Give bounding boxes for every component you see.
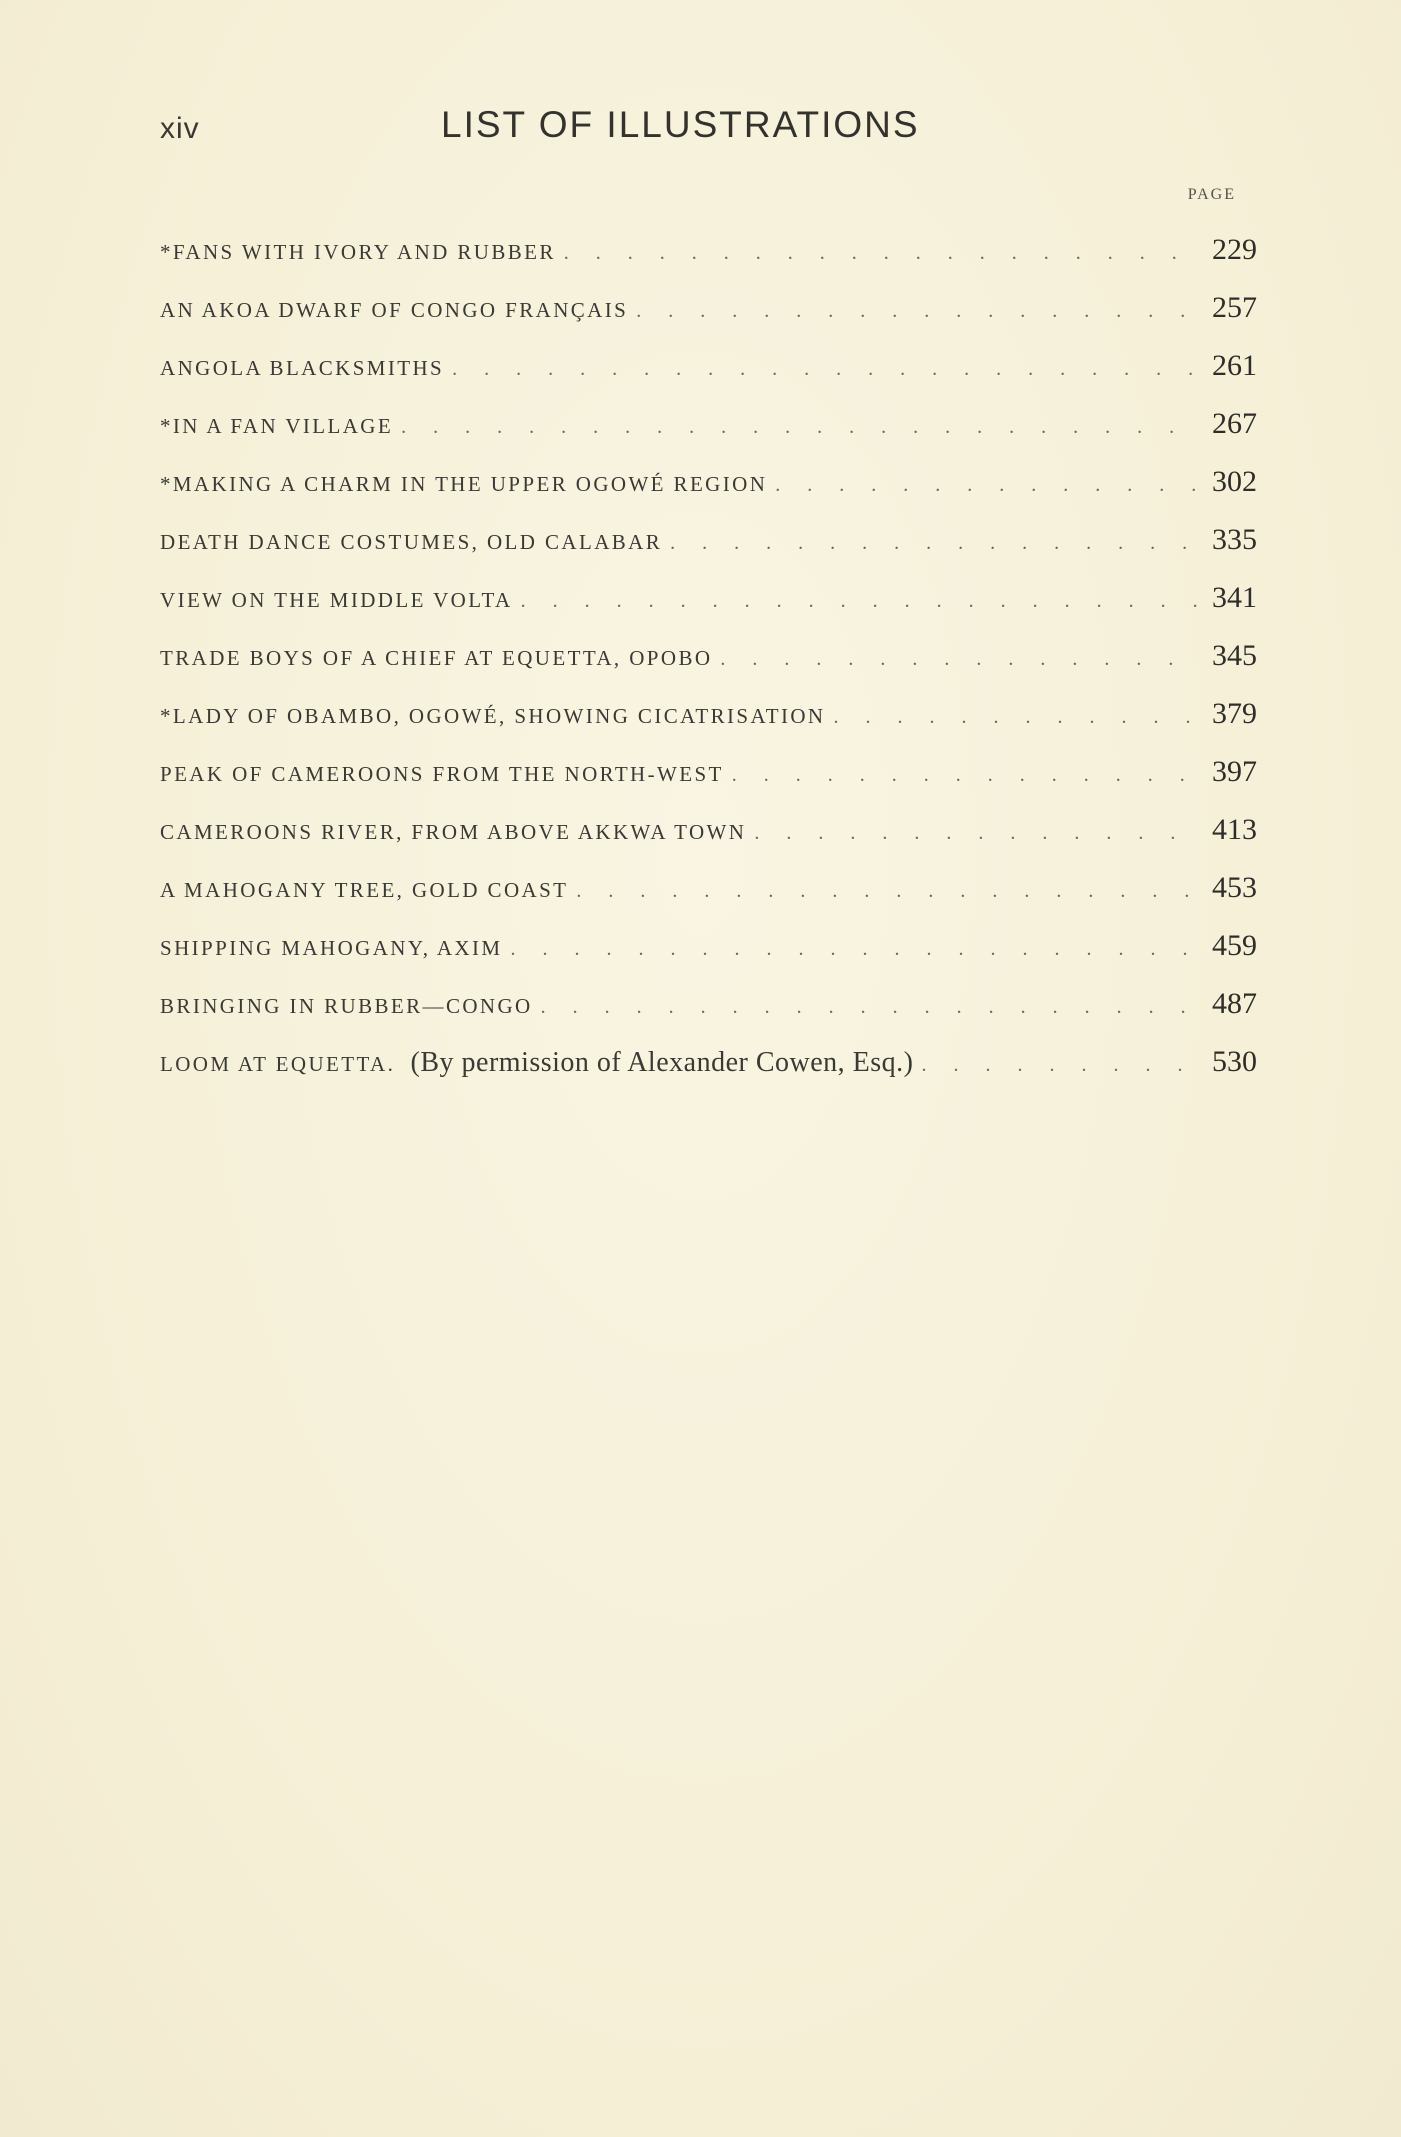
list-item [160,1033,1270,1091]
dot-leader [746,804,1198,862]
page-header [160,104,1270,154]
entry-title-note: (By permission of Alexander Cowen, Esq.) [410,1047,914,1078]
dot-leader [767,456,1198,514]
list-item [160,743,1270,801]
entry-title: VIEW ON THE MIDDLE VOLTA [160,588,513,612]
dot-leader [825,688,1198,746]
entry-page-number: 261 [1212,349,1257,382]
page-folio: xiv [160,112,200,145]
running-title: LIST OF ILLUSTRATIONS [441,104,920,145]
entry-title: *LADY OF OBAMBO, OGOWÉ, SHOWING CICATRISATION [160,704,826,728]
entry-page-number: 379 [1212,697,1257,730]
dot-leader [533,978,1198,1036]
dot-leader [913,1036,1198,1094]
list-item [160,801,1270,859]
entry-title: A MAHOGANY TREE, GOLD COAST [160,878,569,902]
entry-page-number: 397 [1212,755,1257,788]
entry-page-number: 413 [1212,813,1257,846]
entry-title-group [160,1034,913,1093]
list-item [160,453,1270,511]
list-item [160,569,1270,627]
dot-leader [724,746,1198,804]
entry-page-number: 229 [1212,233,1257,266]
entry-title: ANGOLA BLACKSMITHS [160,356,445,380]
entry-title: SHIPPING MAHOGANY, AXIM [160,936,503,960]
entry-title: TRADE BOYS OF A CHIEF AT EQUETTA, OPOBO [160,646,713,670]
entry-title: AN AKOA DWARF OF CONGO FRANÇAIS [160,298,629,322]
entry-title: CAMEROONS RIVER, FROM ABOVE AKKWA TOWN [160,820,747,844]
dot-leader [628,282,1198,340]
entry-title: BRINGING IN RUBBER—CONGO [160,994,533,1018]
entry-page-number: 487 [1212,987,1257,1020]
list-item [160,685,1270,743]
dot-leader [568,862,1198,920]
dot-leader [502,920,1198,978]
entry-page-number: 453 [1212,871,1257,904]
dot-leader [556,224,1198,282]
dot-leader [513,572,1198,630]
dot-leader [444,340,1198,398]
entry-page-number: 257 [1212,291,1257,324]
page-column-label: PAGE [1187,186,1236,203]
list-item [160,279,1270,337]
entry-page-number: 267 [1212,407,1257,440]
entry-title: PEAK OF CAMEROONS FROM THE NORTH-WEST [160,762,724,786]
list-item [160,511,1270,569]
entry-page-number: 459 [1212,929,1257,962]
list-item [160,917,1270,975]
list-item [160,221,1270,279]
entry-title: DEATH DANCE COSTUMES, OLD CALABAR [160,530,663,554]
dot-leader [662,514,1198,572]
entry-title: *IN A FAN VILLAGE [160,414,394,438]
list-item [160,337,1270,395]
entry-page-number: 341 [1212,581,1257,614]
entry-title: *FANS WITH IVORY AND RUBBER [160,240,556,264]
list-item [160,975,1270,1033]
entry-page-number: 345 [1212,639,1257,672]
dot-leader [712,630,1198,688]
entry-page-number: 530 [1212,1045,1257,1078]
list-item [160,627,1270,685]
entry-page-number: 335 [1212,523,1257,556]
illustrations-list [160,221,1270,1091]
list-item [160,859,1270,917]
list-item [160,395,1270,453]
entry-page-number: 302 [1212,465,1257,498]
entry-title: *MAKING A CHARM IN THE UPPER OGOWÉ REGION [160,472,768,496]
dot-leader [393,398,1198,456]
entry-title: LOOM AT EQUETTA. [160,1052,396,1076]
